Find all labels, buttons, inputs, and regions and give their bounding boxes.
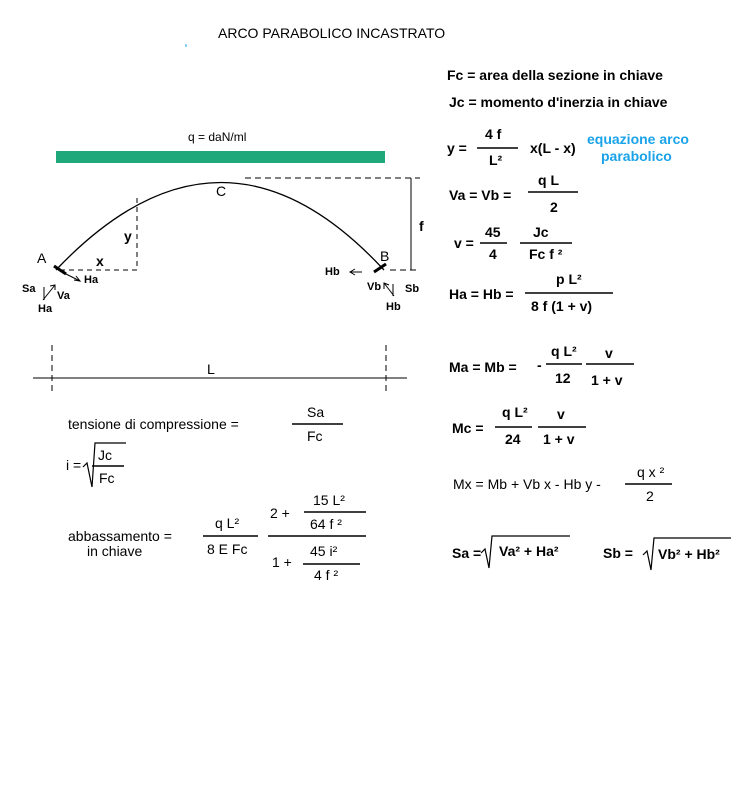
mx-lhs: Mx = Mb + Vb x - Hb y - <box>453 476 601 492</box>
lowering-lhs1: abbassamento = <box>68 528 172 544</box>
ma-mb-num2: v <box>605 345 613 361</box>
lowering-top-a: 2 + <box>270 505 290 521</box>
sa-lhs: Sa = <box>452 545 482 561</box>
y-eq-lhs: y = <box>447 140 467 156</box>
y-eq-den: L² <box>489 152 503 168</box>
fc-definition: Fc = area della sezione in chiave <box>447 67 663 83</box>
lowering-top-den: 64 f ² <box>310 516 342 532</box>
lowering-bot-den: 4 f ² <box>314 567 339 583</box>
compression-lhs: tensione di compressione = <box>68 416 239 432</box>
mc-den1: 24 <box>505 431 521 447</box>
y-eq-rest: x(L - x) <box>530 140 576 156</box>
v-num1: 45 <box>485 224 501 240</box>
ma-mb-den1: 12 <box>555 370 571 386</box>
ma-mb-lhs: Ma = Mb = <box>449 359 517 375</box>
ha-small-label: Ha <box>38 303 53 315</box>
ma-mb-num1: q L² <box>551 343 577 359</box>
point-c-label: C <box>216 183 227 199</box>
distributed-load-bar <box>56 151 385 163</box>
point-a-label: A <box>37 250 47 266</box>
v-den1: 4 <box>489 246 497 262</box>
sb-lhs: Sb = <box>603 545 633 561</box>
mc-num2: v <box>557 406 565 422</box>
mc-den2: 1 + v <box>543 431 575 447</box>
mc-lhs: Mc = <box>452 420 484 436</box>
v-lhs: v = <box>454 235 474 251</box>
v-den2: Fc f ² <box>529 246 563 262</box>
va-label: Va <box>57 290 70 302</box>
rise-label: f <box>419 218 424 234</box>
ha-hb-lhs: Ha = Hb = <box>449 286 514 302</box>
sa-radicand: Va² + Ha² <box>499 543 559 559</box>
point-b-label: B <box>380 248 390 264</box>
compression-num: Sa <box>307 404 325 420</box>
lowering-top-num: 15 L² <box>313 492 345 508</box>
y-eq-num: 4 f <box>485 126 502 142</box>
hb-small-label: Hb <box>386 301 401 313</box>
ma-mb-sign: - <box>537 357 542 373</box>
x-label: x <box>96 253 104 269</box>
sa-label: Sa <box>22 283 36 295</box>
mx-den: 2 <box>646 488 654 504</box>
ha-label: Ha <box>84 274 99 286</box>
load-label: q = daN/ml <box>188 130 247 144</box>
i-den: Fc <box>99 470 115 486</box>
lowering-bot-a: 1 + <box>272 554 292 570</box>
lowering-lhs2: in chiave <box>87 543 143 559</box>
lowering-num: q L² <box>215 515 240 531</box>
ha-hb-num: p L² <box>556 271 582 287</box>
v-num2: Jc <box>533 224 549 240</box>
ha-hb-den: 8 f (1 + v) <box>531 298 593 314</box>
i-num: Jc <box>98 447 112 463</box>
span-label: L <box>207 361 215 377</box>
lowering-den: 8 E Fc <box>207 541 248 557</box>
va-vb-lhs: Va = Vb = <box>449 187 512 203</box>
va-vb-den: 2 <box>550 199 558 215</box>
vb-label: Vb <box>367 281 382 293</box>
mx-num: q x ² <box>637 464 665 480</box>
sb-radicand: Vb² + Hb² <box>658 546 720 562</box>
hb-label: Hb <box>325 266 340 278</box>
sb-label: Sb <box>405 283 420 295</box>
va-vb-num: q L <box>538 172 559 188</box>
ma-mb-den2: 1 + v <box>591 372 623 388</box>
y-eq-note1: equazione arco <box>587 131 689 147</box>
y-label: y <box>124 228 132 244</box>
page-title: ARCO PARABOLICO INCASTRATO <box>218 25 446 41</box>
mc-num1: q L² <box>502 404 528 420</box>
i-lhs: i = <box>66 457 82 473</box>
compression-den: Fc <box>307 428 323 444</box>
lowering-bot-num: 45 i² <box>310 543 338 559</box>
y-eq-note2: parabolico <box>601 148 672 164</box>
jc-definition: Jc = momento d'inerzia in chiave <box>449 94 668 110</box>
